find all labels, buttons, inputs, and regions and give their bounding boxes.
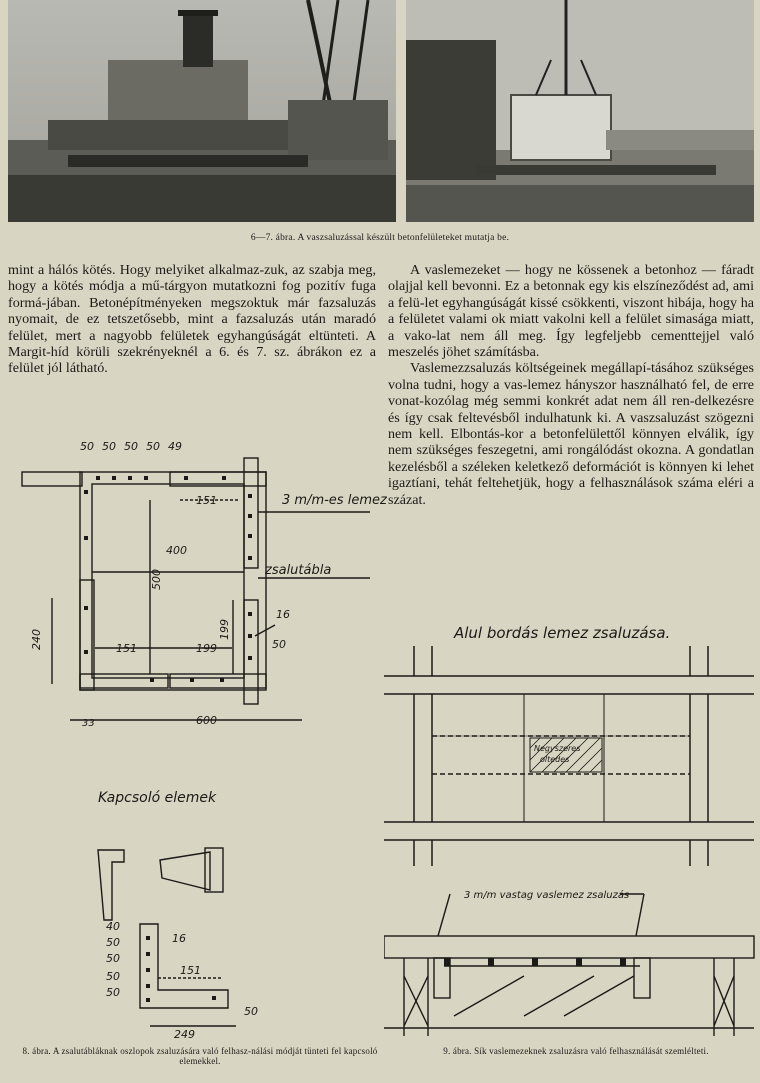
dim-top-1: 50 (80, 440, 94, 453)
right-paragraph-1: A vaslemezeket — hogy ne kössenek a betonhoz — fáradt olajjal kell bevonni. Ez a betonnak egy kis elszíneződést ad, ami a felü-let egyhangúságát kissé csökkenti, viszont hibája, hogy ha a felületet valami ok miatt vakolni kell a felület simasága miatt, a vako-lat nem áll meg. Így legfeljebb cementtejjel való meszelés jöhet számításba. (388, 262, 754, 361)
l-dim-left-5: 50 (106, 986, 120, 999)
l-dim-left-1: 40 (106, 920, 120, 933)
figure-9-caption: 9. ábra. Sík vaslemezeknek zsaluzásra való felhasználását szemlélteti. (443, 1046, 709, 1056)
dim-240: 240 (30, 629, 43, 650)
dim-top-5: 49 (168, 440, 182, 453)
dim-16: 16 (276, 608, 290, 621)
right-column (388, 262, 754, 508)
dim-151-top: 151 (196, 494, 217, 507)
figure-8-caption: 8. ábra. A zsalutábláknak oszlopok zsaluzására való felhasz-nálási módját tünteti fel kapcsoló elemekkel. (22, 1046, 378, 1066)
section-label: 3 m/m vastag vaslemez zsaluzás (464, 890, 630, 901)
hatch-label-1: Negyszeres (534, 744, 581, 753)
dim-top-2: 50 (102, 440, 116, 453)
photo-6-bridge-construction (8, 0, 396, 222)
dim-600: 600 (196, 714, 217, 727)
right-paragraph-2: Vaslemezzsaluzás költségeinek megállapí-tásához szükséges volna tudni, hogy a vas-lemez hányszor használható fel, de erre vonat-kozólag még semmi konkrét adat nem áll ren-delkezésre és így csak feltevésből indulhatunk ki. A vaszsaluzást szögezni nem kell. Elbontás-kor a betonfelülettől könnyen elválik, így nem szükséges feszegetni, ami rongálódást okozna. A gondatlan kezelésből a széleken keletkező deformációt is könnyen ki lehet igaztíani, tehát feltehetjük, hogy a felhasználások száma eléri a százat. (388, 360, 754, 508)
l-dim-16: 16 (172, 932, 186, 945)
l-dim-left-2: 50 (106, 936, 120, 949)
dim-33: 33 (82, 718, 95, 729)
figure-9 (384, 616, 760, 1044)
l-dim-249: 249 (174, 1028, 195, 1041)
left-column (8, 262, 376, 377)
dim-199-bottom: 199 (196, 642, 217, 655)
dim-199-vertical: 199 (218, 619, 231, 640)
title-kapcsolo-elemek: Kapcsoló elemek (98, 790, 217, 806)
label-lemez: 3 m/m-es lemez (282, 493, 387, 508)
left-paragraph: mint a hálós kötés. Hogy melyiket alkalmaz-zuk, az szabja meg, hogy a kötés módja a mű-tárgyon mutatkozni fog pozitív fuga formá-jában. Betonépítményeken megszoktuk már fazsaluzás nyomait, de ez tetszetősebb, mint a fazsaluzás után maradó felület, mert a nagyobb felületek egyhangúságát eltünteti. A Margit-híd körüli szekrényeknél a 6. és 7. sz. ábrákon ez a felület jól látható. (8, 262, 376, 377)
photo-caption: 6—7. ábra. A vaszsaluzással készült betonfelületeket mutatja be. (250, 233, 510, 243)
l-dim-left-3: 50 (106, 952, 120, 965)
photo-7-caisson-lift (406, 0, 754, 222)
dim-50-right: 50 (272, 638, 286, 651)
l-dim-left-4: 50 (106, 970, 120, 983)
dim-400: 400 (166, 544, 187, 557)
l-dim-151: 151 (180, 964, 201, 977)
figure-9-title: Alul bordás lemez zsaluzása. (454, 624, 671, 642)
label-zsalutabla: zsalutábla (265, 563, 332, 578)
dim-top-3: 50 (124, 440, 138, 453)
figure-8 (0, 430, 390, 1044)
l-dim-50: 50 (244, 1005, 258, 1018)
dim-151-bottom: 151 (116, 642, 137, 655)
dim-500: 500 (150, 569, 163, 590)
hatch-label-2: oltedes (540, 755, 570, 764)
dim-top-4: 50 (146, 440, 160, 453)
